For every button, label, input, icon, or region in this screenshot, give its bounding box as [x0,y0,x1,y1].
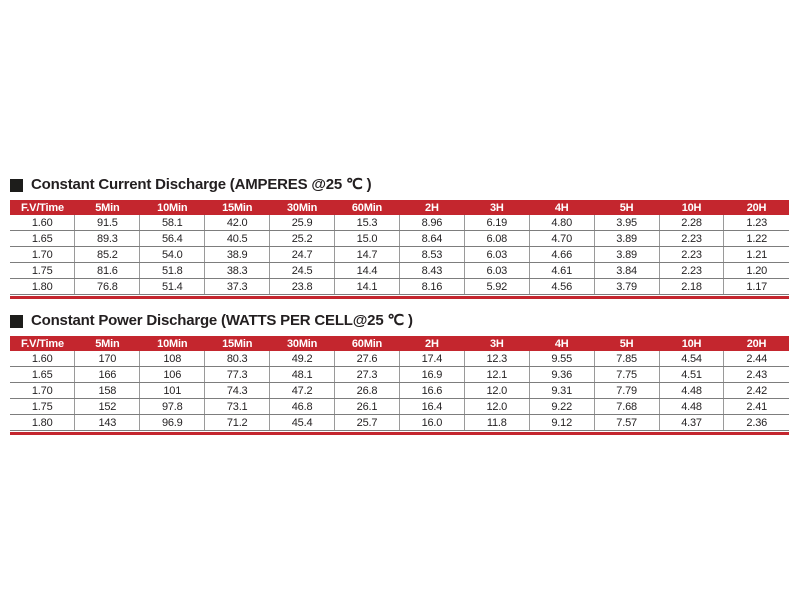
bullet-square-icon [10,315,23,328]
cell: 3.84 [594,263,659,279]
cell: 1.70 [10,383,75,399]
cell: 47.2 [270,383,335,399]
cell: 2.28 [659,215,724,231]
cell: 56.4 [140,231,205,247]
cell: 4.70 [529,231,594,247]
cell: 8.53 [399,247,464,263]
column-header: 2H [399,336,464,351]
cell: 38.3 [205,263,270,279]
cell: 24.5 [270,263,335,279]
column-header: 10H [659,336,724,351]
cell: 23.8 [270,279,335,295]
cell: 4.37 [659,415,724,431]
header-row [10,336,789,351]
cell: 38.9 [205,247,270,263]
table-row [10,415,789,431]
table-bottom-rule [10,200,789,299]
cell: 27.6 [335,351,400,367]
cell: 1.22 [724,231,789,247]
cell: 101 [140,383,205,399]
cell: 51.4 [140,279,205,295]
cell: 9.55 [529,351,594,367]
column-header: 30Min [270,200,335,215]
cell: 12.0 [464,383,529,399]
cell: 1.60 [10,351,75,367]
cell: 89.3 [75,231,140,247]
cell: 143 [75,415,140,431]
cell: 26.8 [335,383,400,399]
cell: 16.9 [399,367,464,383]
section-title-text: Constant Power Discharge (WATTS PER CELL@25 ℃ ) [31,312,413,329]
cell: 24.7 [270,247,335,263]
cell: 16.0 [399,415,464,431]
cell: 4.51 [659,367,724,383]
section-title [10,176,789,194]
cell: 1.80 [10,279,75,295]
cell: 6.08 [464,231,529,247]
cell: 49.2 [270,351,335,367]
cell: 3.79 [594,279,659,295]
column-header: 3H [464,200,529,215]
cell: 158 [75,383,140,399]
cell: 80.3 [205,351,270,367]
cell: 2.18 [659,279,724,295]
cell: 51.8 [140,263,205,279]
cell: 166 [75,367,140,383]
cell: 1.65 [10,231,75,247]
cell: 97.8 [140,399,205,415]
table-row [10,351,789,367]
table-row [10,247,789,263]
cell: 27.3 [335,367,400,383]
table-row [10,399,789,415]
cell: 11.8 [464,415,529,431]
cell: 1.21 [724,247,789,263]
cell: 15.3 [335,215,400,231]
cell: 9.31 [529,383,594,399]
cell: 17.4 [399,351,464,367]
cell: 74.3 [205,383,270,399]
column-header: 10Min [140,200,205,215]
cell: 4.54 [659,351,724,367]
cell: 46.8 [270,399,335,415]
column-header: 30Min [270,336,335,351]
cell: 2.43 [724,367,789,383]
cell: 2.23 [659,263,724,279]
section-title [10,312,789,330]
cell: 170 [75,351,140,367]
column-header: 2H [399,200,464,215]
column-header: 60Min [335,200,400,215]
column-header: 5Min [75,336,140,351]
cell: 1.20 [724,263,789,279]
cell: 3.89 [594,247,659,263]
table-row [10,367,789,383]
column-header: 5Min [75,200,140,215]
cell: 9.22 [529,399,594,415]
cell: 14.1 [335,279,400,295]
cell: 1.17 [724,279,789,295]
column-header: 3H [464,336,529,351]
section-title-text: Constant Current Discharge (AMPERES @25 ℃ ) [31,176,372,193]
column-header: 20H [724,200,789,215]
constant-power-discharge-section [10,312,789,435]
cell: 12.0 [464,399,529,415]
cell: 4.48 [659,399,724,415]
table-row [10,279,789,295]
cell: 81.6 [75,263,140,279]
cell: 8.43 [399,263,464,279]
cell: 16.4 [399,399,464,415]
cell: 6.19 [464,215,529,231]
header-row [10,200,789,215]
cell: 7.75 [594,367,659,383]
cell: 106 [140,367,205,383]
cell: 1.65 [10,367,75,383]
cell: 16.6 [399,383,464,399]
cell: 9.12 [529,415,594,431]
column-header: 4H [529,336,594,351]
cell: 58.1 [140,215,205,231]
cell: 76.8 [75,279,140,295]
cell: 4.56 [529,279,594,295]
cell: 4.61 [529,263,594,279]
cell: 40.5 [205,231,270,247]
column-header: 20H [724,336,789,351]
cell: 15.0 [335,231,400,247]
cell: 2.36 [724,415,789,431]
table-bottom-rule [10,336,789,435]
column-header: 5H [594,336,659,351]
table-row [10,231,789,247]
cell: 7.85 [594,351,659,367]
cell: 42.0 [205,215,270,231]
cell: 4.66 [529,247,594,263]
cell: 85.2 [75,247,140,263]
cell: 7.79 [594,383,659,399]
cell: 2.23 [659,231,724,247]
cell: 26.1 [335,399,400,415]
cell: 1.23 [724,215,789,231]
cell: 45.4 [270,415,335,431]
cell: 12.1 [464,367,529,383]
cell: 7.57 [594,415,659,431]
column-header: 10Min [140,336,205,351]
cell: 14.7 [335,247,400,263]
cell: 25.2 [270,231,335,247]
cell: 91.5 [75,215,140,231]
cell: 1.75 [10,399,75,415]
bullet-square-icon [10,179,23,192]
table-row [10,215,789,231]
cell: 2.44 [724,351,789,367]
column-header: 15Min [205,200,270,215]
cell: 77.3 [205,367,270,383]
cell: 8.16 [399,279,464,295]
cell: 4.48 [659,383,724,399]
cell: 6.03 [464,263,529,279]
cell: 8.64 [399,231,464,247]
cell: 54.0 [140,247,205,263]
cell: 9.36 [529,367,594,383]
column-header: 4H [529,200,594,215]
column-header: 5H [594,200,659,215]
cell: 4.80 [529,215,594,231]
cell: 2.42 [724,383,789,399]
cell: 1.75 [10,263,75,279]
cell: 108 [140,351,205,367]
table-row [10,263,789,279]
constant-current-discharge-section [10,176,789,299]
cell: 14.4 [335,263,400,279]
cell: 1.70 [10,247,75,263]
cell: 8.96 [399,215,464,231]
cell: 2.41 [724,399,789,415]
column-header: F.V/Time [10,200,75,215]
column-header: F.V/Time [10,336,75,351]
cell: 12.3 [464,351,529,367]
cell: 37.3 [205,279,270,295]
cell: 3.95 [594,215,659,231]
cell: 1.60 [10,215,75,231]
cell: 5.92 [464,279,529,295]
cell: 152 [75,399,140,415]
cell: 1.80 [10,415,75,431]
cell: 6.03 [464,247,529,263]
cell: 2.23 [659,247,724,263]
constant-current-table [10,200,789,295]
cell: 25.9 [270,215,335,231]
cell: 3.89 [594,231,659,247]
cell: 48.1 [270,367,335,383]
constant-power-table [10,336,789,431]
cell: 73.1 [205,399,270,415]
cell: 71.2 [205,415,270,431]
column-header: 15Min [205,336,270,351]
column-header: 60Min [335,336,400,351]
cell: 7.68 [594,399,659,415]
column-header: 10H [659,200,724,215]
cell: 25.7 [335,415,400,431]
table-row [10,383,789,399]
cell: 96.9 [140,415,205,431]
